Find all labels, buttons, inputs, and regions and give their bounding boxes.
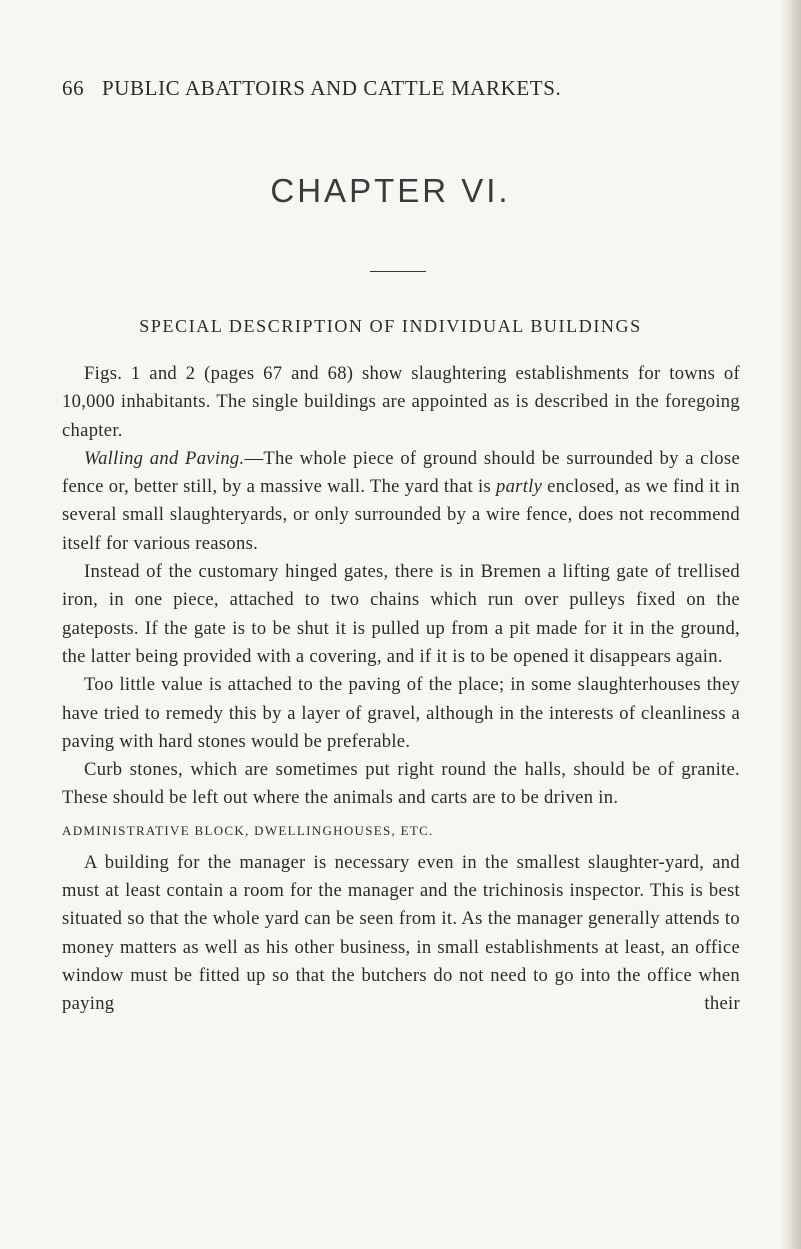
page-number: 66	[62, 76, 85, 100]
section-subheading: ADMINISTRATIVE BLOCK, DWELLINGHOUSES, ETC.	[62, 822, 434, 838]
paragraph: Curb stones, which are sometimes put right round the halls, should be of granite. These should be left out where the animals and carts are to be driven in.	[62, 759, 740, 809]
paragraph: Figs. 1 and 2 (pages 67 and 68) show slaughtering establishments for towns of 10,000 inhabitants. The single buildings are appointed as is described in the foregoing chapter.	[62, 363, 740, 441]
paragraph: Instead of the customary hinged gates, there is in Bremen a lifting gate of trellised iron, in one piece, attached to two chains which run over pulleys fixed on the gateposts. If the gate is to be shut it is pulled up from a pit made for it in the ground, the latter being provided with a covering, and if it is to be opened it disappears again.	[62, 561, 740, 667]
running-header	[62, 76, 682, 101]
chapter-heading: CHAPTER VI.	[270, 172, 511, 209]
paragraph: Walling and Paving.—The whole piece of ground should be surrounded by a close fence or, better still, by a massive wall. The yard that is partly enclosed, as we find it in several small slaughteryards, or only surrounded by a wire fence, does not recommend itself for various reasons.	[62, 447, 740, 554]
chapter-title: SPECIAL DESCRIPTION OF INDIVIDUAL BUILDINGS	[139, 316, 642, 336]
divider-rule	[370, 271, 426, 272]
page-edge-shadow	[779, 0, 801, 1249]
emphasis: partly	[495, 476, 543, 498]
running-title: PUBLIC ABATTOIRS AND CATTLE MARKETS.	[102, 76, 562, 100]
body-text	[62, 360, 740, 1019]
inline-heading: Walling and Paving.	[84, 447, 245, 469]
paragraph: A building for the manager is necessary even in the smallest slaughter-yard, and must at least contain a room for the manager and the trichinosis inspector. This is best situated so that the whole yard can be seen from it. As the manager generally attends to money matters as well as his other business, in small establishments at least, an office window must be fitted up so that the butchers do not need to go into the office when paying their	[62, 851, 740, 1015]
paragraph: Too little value is attached to the paving of the place; in some slaughterhouses they have tried to remedy this by a layer of gravel, although in the interests of cleanliness a paving with hard stones would be preferable.	[62, 674, 740, 752]
